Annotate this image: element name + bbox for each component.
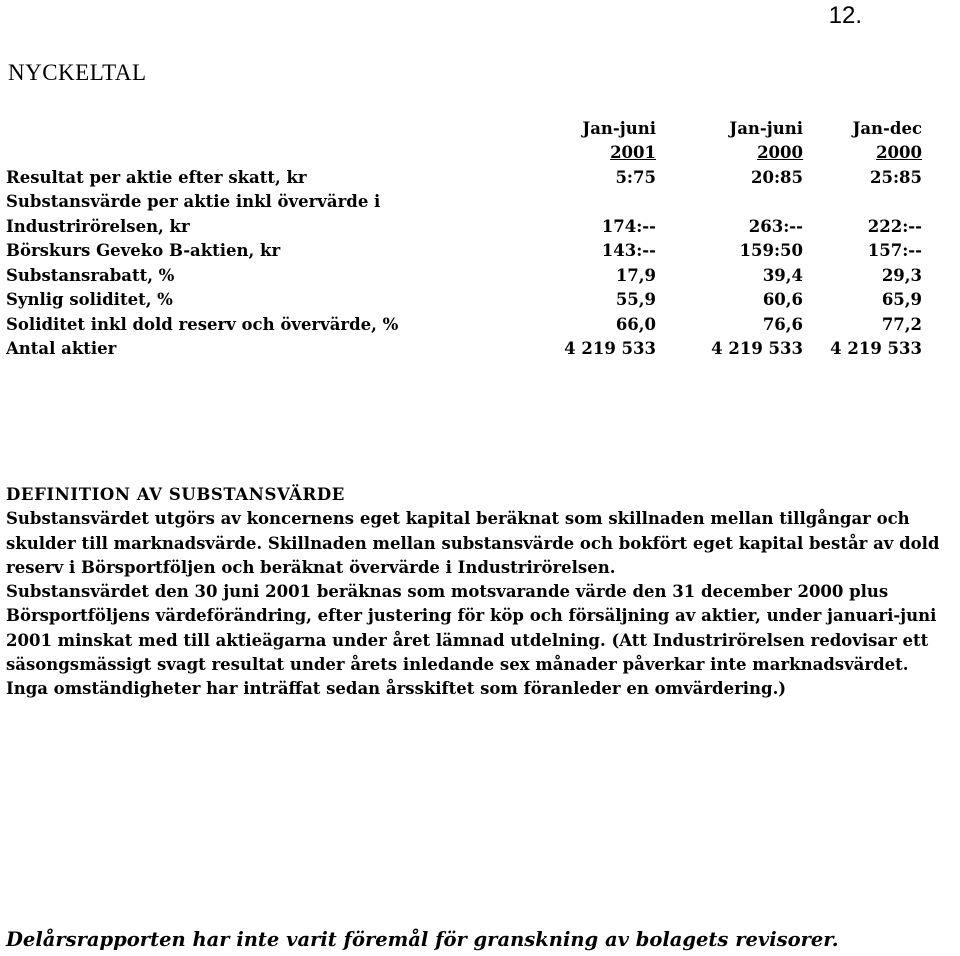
row-label: Synlig soliditet, %	[6, 290, 173, 309]
cell-value: 4 219 533	[830, 339, 922, 358]
column-year: 2001	[610, 143, 656, 162]
cell-value: 66,0	[615, 314, 656, 334]
cell-value: 25:85	[869, 167, 922, 187]
cell-value	[803, 187, 922, 212]
column-header: Jan-juni	[729, 118, 803, 138]
row-label: Antal aktier	[6, 339, 117, 358]
audit-footer-note: Delårsrapporten har inte varit föremål för granskning av bolagets revisorer.	[6, 928, 839, 951]
definition-section	[6, 483, 956, 702]
cell-value	[656, 187, 803, 212]
cell-value: 29,3	[881, 265, 922, 285]
page-number: 12.	[828, 2, 862, 29]
table-row	[6, 236, 922, 261]
cell-value: 4 219 533	[564, 339, 656, 358]
cell-value: 263:--	[748, 216, 803, 236]
cell-value: 4 219 533	[711, 339, 803, 358]
cell-value: 76,6	[762, 314, 803, 334]
table-row	[6, 285, 922, 310]
row-label: Börskurs Geveko B-aktien, kr	[6, 241, 281, 260]
cell-value: 77,2	[881, 314, 922, 334]
definition-paragraph: Substansvärdet den 30 juni 2001 beräknas som motsvarande värde den 31 december 2000 plus Börsportföljens värdeförändring, efter justering för köp och försäljning av aktier, under januari-juni 2001 minskat med till aktieägarna under året lämnad utdelning. (Att Industrirörelsen redovisar ett säsongsmässigt svagt resultat under årets inledande sex månader påverkar inte marknadsvärdet. Inga omständigheter har inträffat sedan årsskiftet som föranleder en omvärdering.)	[6, 582, 937, 699]
column-year: 2000	[876, 143, 922, 162]
table-row	[6, 162, 922, 187]
column-year: 2000	[757, 143, 803, 162]
row-label: Substansvärde per aktie inkl övervärde i	[6, 192, 381, 211]
cell-value: 17,9	[615, 265, 656, 285]
table-row	[6, 334, 922, 359]
cell-value: 5:75	[615, 167, 656, 187]
cell-value	[526, 187, 656, 212]
cell-value: 157:--	[867, 241, 922, 260]
cell-value: 39,4	[762, 265, 803, 285]
row-label: Resultat per aktie efter skatt, kr	[6, 167, 307, 187]
cell-value: 174:--	[601, 216, 656, 236]
cell-value: 55,9	[615, 290, 656, 309]
table-row	[6, 309, 922, 334]
section-heading: NYCKELTAL	[8, 60, 147, 85]
cell-value: 60,6	[762, 290, 803, 309]
definition-paragraph: Substansvärdet utgörs av koncernens eget kapital beräknat som skillnaden mellan tillgångar och skulder till marknadsvärde. Skillnaden mellan substansvärde och bokfört eget kapital består av dold reserv i Börsportföljen och beräknat övervärde i Industrirörelsen.	[6, 509, 940, 577]
table-header-row	[6, 113, 922, 138]
cell-value: 65,9	[881, 290, 922, 309]
column-header: Jan-juni	[582, 118, 656, 138]
row-label: Substansrabatt, %	[6, 265, 175, 285]
cell-value: 222:--	[867, 216, 922, 236]
definition-title: DEFINITION AV SUBSTANSVÄRDE	[6, 485, 345, 504]
cell-value: 143:--	[601, 241, 656, 260]
key-figures-table	[6, 113, 922, 358]
cell-value: 159:50	[739, 241, 803, 260]
row-label: Soliditet inkl dold reserv och övervärde, %	[6, 314, 399, 334]
cell-value: 20:85	[750, 167, 803, 187]
table-header-row	[6, 138, 922, 163]
column-header: Jan-dec	[852, 118, 922, 138]
table-row	[6, 187, 922, 212]
table-row	[6, 211, 922, 236]
row-label: Industrirörelsen, kr	[6, 216, 190, 236]
table-row	[6, 260, 922, 285]
